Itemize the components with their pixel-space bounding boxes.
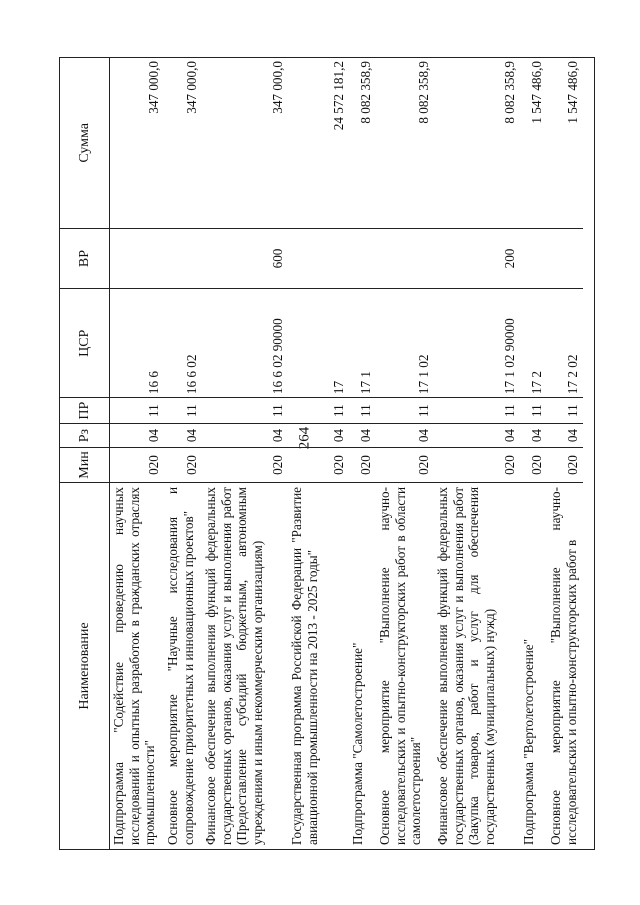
row-sum: 347 000,0 [164, 58, 202, 229]
table-row [520, 58, 547, 849]
row-min: 020 [547, 448, 583, 483]
row-name: Государственная программа Российской Федерации "Развитие авиационной промышленности на 2013 - 2025 годы" [289, 486, 320, 845]
table-row [110, 58, 164, 849]
row-sum: 8 082 358,9 [434, 58, 520, 229]
row-sum: 1 547 486,0 [520, 58, 547, 229]
row-sum: 8 082 358,9 [349, 58, 376, 229]
row-min: 020 [288, 448, 349, 483]
header-pr: ПР [60, 398, 109, 424]
row-pr: 11 [202, 398, 288, 424]
row-rz: 04 [202, 424, 288, 448]
row-sum: 1 547 486,0 [547, 58, 583, 229]
table-row [288, 58, 349, 849]
row-pr: 11 [164, 398, 202, 424]
budget-table [59, 57, 595, 850]
row-pr: 11 [547, 398, 583, 424]
row-rz: 04 [434, 424, 520, 448]
row-csr: 17 2 02 [547, 289, 583, 398]
row-vr [110, 229, 164, 290]
row-sum: 347 000,0 [202, 58, 288, 229]
row-vr [349, 229, 376, 290]
row-vr [547, 229, 583, 290]
header-min: Мин [60, 448, 109, 483]
row-name: Финансовое обеспечение выполнения функций федеральных государственных органов, оказания услуг и выполнения работ (Предоставление субсидий бюджетным, автономным учреждениям и иным некоммерческим организациям) [203, 486, 265, 845]
row-csr: 17 2 [520, 289, 547, 398]
header-sum: Сумма [60, 58, 109, 229]
row-min: 020 [376, 448, 434, 483]
table-row [376, 58, 434, 849]
row-sum: 8 082 358,9 [376, 58, 434, 229]
row-pr: 11 [110, 398, 164, 424]
row-name: Основное мероприятие "Выполнение научно-исследовательских и опытно-конструкторских работ в области самолетостроения" [377, 486, 423, 845]
row-csr: 16 6 [110, 289, 164, 398]
row-min: 020 [202, 448, 288, 483]
row-vr [376, 229, 434, 290]
row-rz: 04 [547, 424, 583, 448]
table-row [434, 58, 520, 849]
row-pr: 11 [288, 398, 349, 424]
row-min: 020 [110, 448, 164, 483]
row-min: 020 [520, 448, 547, 483]
row-min: 020 [349, 448, 376, 483]
table-row [202, 58, 288, 849]
row-vr: 200 [434, 229, 520, 290]
row-name: Основное мероприятие "Выполнение научно-исследовательских и опытно-конструкторских работ в [548, 486, 579, 845]
row-name: Основное мероприятие "Научные исследования и сопровождение приоритетных и инновационных проектов" [165, 486, 196, 845]
row-pr: 11 [376, 398, 434, 424]
row-sum: 347 000,0 [110, 58, 164, 229]
row-name: Подпрограмма "Вертолетостроение" [521, 638, 536, 845]
row-rz: 04 [288, 424, 349, 448]
row-rz: 04 [164, 424, 202, 448]
row-min: 020 [164, 448, 202, 483]
row-name: Финансовое обеспечение выполнения функций федеральных государственных органов, оказания услуг и выполнения работ (Закупка товаров, работ и услуг для обеспечения государственных (муниципальных) нужд) [435, 486, 497, 845]
row-csr: 17 1 [349, 289, 376, 398]
table-row [349, 58, 376, 849]
row-rz: 04 [520, 424, 547, 448]
row-csr: 16 6 02 90000 [202, 289, 288, 398]
row-pr: 11 [520, 398, 547, 424]
row-pr: 11 [434, 398, 520, 424]
row-rz: 04 [349, 424, 376, 448]
header-vr: ВР [60, 229, 109, 290]
header-rz: Рз [60, 424, 109, 448]
row-pr: 11 [349, 398, 376, 424]
table-row [164, 58, 202, 849]
table-header [60, 58, 110, 849]
row-vr: 600 [202, 229, 288, 290]
row-csr: 17 [288, 289, 349, 398]
header-csr: ЦСР [60, 289, 109, 398]
row-vr [164, 229, 202, 290]
row-csr: 16 6 02 [164, 289, 202, 398]
header-name: Наименование [76, 622, 92, 710]
row-sum: 24 572 181,2 [288, 58, 349, 229]
page-number-text: 264 [296, 426, 313, 450]
row-rz: 04 [376, 424, 434, 448]
row-vr [288, 229, 349, 290]
row-name: Подпрограмма "Содействие проведению научных исследований и опытных разработок в гражданских отраслях промышленности" [111, 486, 157, 845]
table-row [547, 58, 583, 849]
row-vr [520, 229, 547, 290]
row-rz: 04 [110, 424, 164, 448]
row-min: 020 [434, 448, 520, 483]
row-csr: 17 1 02 90000 [434, 289, 520, 398]
row-name: Подпрограмма "Самолетостроение" [350, 642, 365, 845]
row-csr: 17 1 02 [376, 289, 434, 398]
